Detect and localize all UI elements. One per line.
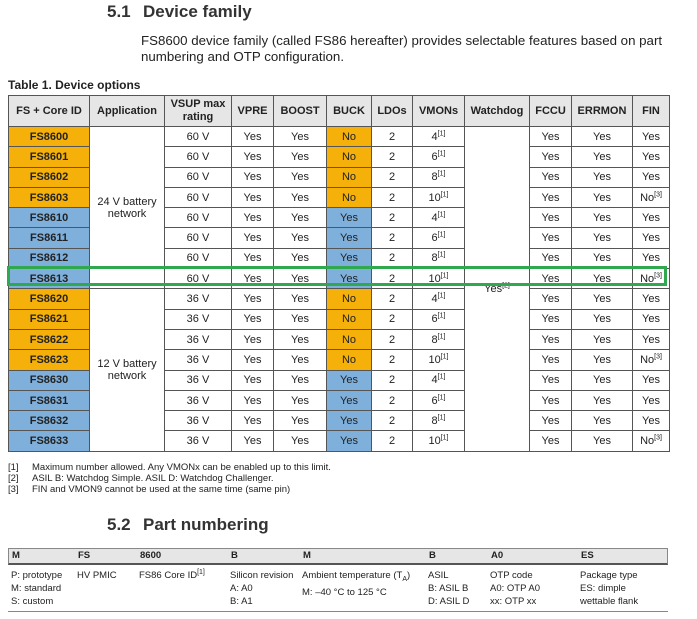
pn-line: S: custom xyxy=(11,596,54,607)
pn-header: M xyxy=(303,550,311,561)
pn-line: Package type xyxy=(580,570,638,581)
vmons-cell xyxy=(413,350,465,370)
fccu-cell: Yes xyxy=(530,309,572,329)
pn-header: B xyxy=(429,550,436,561)
vmons-value: 8 xyxy=(431,333,438,346)
pn-col xyxy=(230,569,302,608)
pn-line: D: ASIL D xyxy=(428,596,470,607)
pn-header: A0 xyxy=(491,550,504,561)
pn-line: A0: OTP A0 xyxy=(490,583,540,594)
vmons-cell xyxy=(413,431,465,451)
vmons-cell xyxy=(413,370,465,390)
buck-cell: Yes xyxy=(327,269,372,289)
fccu-cell: Yes xyxy=(530,390,572,410)
watchdog-cell xyxy=(465,127,530,452)
note-mark: [1] xyxy=(8,462,19,473)
core-id-cell: FS8613 xyxy=(9,269,90,289)
vmons-cell xyxy=(413,269,465,289)
vsup-cell: 36 V xyxy=(165,350,232,370)
device-options-table xyxy=(8,95,670,452)
ldos-cell: 2 xyxy=(372,248,413,268)
errmon-cell: Yes xyxy=(572,329,633,349)
vpre-cell: Yes xyxy=(232,390,274,410)
table-notes xyxy=(8,462,331,495)
boost-cell: Yes xyxy=(274,147,327,167)
vmons-value: 8 xyxy=(431,252,438,265)
table-row xyxy=(9,127,670,147)
ldos-cell: 2 xyxy=(372,411,413,431)
boost-cell: Yes xyxy=(274,390,327,410)
fccu-cell: Yes xyxy=(530,411,572,431)
vsup-cell: 36 V xyxy=(165,411,232,431)
errmon-cell: Yes xyxy=(572,431,633,451)
vpre-cell: Yes xyxy=(232,208,274,228)
fin-cell xyxy=(633,208,670,228)
fccu-cell: Yes xyxy=(530,289,572,309)
footnote-ref: [1] xyxy=(437,251,446,259)
footnote-ref: [1] xyxy=(440,434,449,442)
buck-cell: No xyxy=(327,187,372,207)
pn-line: OTP code xyxy=(490,570,533,581)
core-id-cell: FS8630 xyxy=(9,370,90,390)
fin-value: Yes xyxy=(642,394,660,407)
pn-line xyxy=(302,569,428,586)
pn-line: xx: OTP xx xyxy=(490,596,537,607)
vpre-cell: Yes xyxy=(232,269,274,289)
ldos-cell: 2 xyxy=(372,228,413,248)
vmons-value: 8 xyxy=(431,171,438,184)
boost-cell: Yes xyxy=(274,329,327,349)
errmon-cell: Yes xyxy=(572,289,633,309)
buck-cell: Yes xyxy=(327,370,372,390)
fin-value: Yes xyxy=(642,171,660,184)
pn-col xyxy=(490,569,580,608)
vpre-cell: Yes xyxy=(232,411,274,431)
fin-cell xyxy=(633,370,670,390)
fin-cell xyxy=(633,431,670,451)
fin-cell xyxy=(633,187,670,207)
pn-line: B: ASIL B xyxy=(428,583,469,594)
pn-line: ASIL xyxy=(428,570,449,581)
boost-cell: Yes xyxy=(274,370,327,390)
ldos-cell: 2 xyxy=(372,147,413,167)
fin-value: No xyxy=(640,272,655,285)
core-id-cell: FS8603 xyxy=(9,187,90,207)
footnote-ref: [1] xyxy=(437,312,446,320)
errmon-cell: Yes xyxy=(572,147,633,167)
vmons-cell xyxy=(413,309,465,329)
section-number: 5.1 xyxy=(107,2,131,21)
footnote-ref: [1] xyxy=(437,393,446,401)
vsup-cell: 36 V xyxy=(165,289,232,309)
errmon-cell: Yes xyxy=(572,228,633,248)
watchdog-value: Yes xyxy=(484,282,503,295)
fin-value: Yes xyxy=(642,333,660,346)
buck-cell: Yes xyxy=(327,228,372,248)
core-id-cell: FS8620 xyxy=(9,289,90,309)
vsup-cell: 36 V xyxy=(165,431,232,451)
fin-value: Yes xyxy=(642,232,660,245)
fin-value: Yes xyxy=(642,293,660,306)
boost-cell: Yes xyxy=(274,269,327,289)
vpre-cell: Yes xyxy=(232,127,274,147)
footnote-ref: [1] xyxy=(440,272,449,280)
note-mark: [2] xyxy=(8,473,19,484)
vsup-cell: 60 V xyxy=(165,127,232,147)
boost-cell: Yes xyxy=(274,309,327,329)
table-caption: Table 1. Device options xyxy=(8,78,141,92)
footnote-ref: [1] xyxy=(437,292,446,300)
fin-cell xyxy=(633,127,670,147)
fccu-cell: Yes xyxy=(530,127,572,147)
vmons-cell xyxy=(413,187,465,207)
footnote-ref: [3] xyxy=(654,434,662,442)
boost-cell: Yes xyxy=(274,431,327,451)
vmons-value: 4 xyxy=(431,293,438,306)
footnote-ref: [1] xyxy=(437,373,446,381)
pn-header: 8600 xyxy=(140,550,162,561)
core-id-cell: FS8610 xyxy=(9,208,90,228)
ldos-cell: 2 xyxy=(372,187,413,207)
boost-cell: Yes xyxy=(274,228,327,248)
col-header: BOOST xyxy=(274,96,327,127)
fin-cell xyxy=(633,289,670,309)
vpre-cell: Yes xyxy=(232,370,274,390)
core-id-cell: FS8623 xyxy=(9,350,90,370)
pn-line: B: A1 xyxy=(230,596,253,607)
fin-value: Yes xyxy=(642,150,660,163)
fccu-cell: Yes xyxy=(530,187,572,207)
vmons-value: 4 xyxy=(431,211,438,224)
pn-line: wettable flank xyxy=(580,596,639,607)
part-numbering-table xyxy=(8,548,668,612)
errmon-cell: Yes xyxy=(572,390,633,410)
boost-cell: Yes xyxy=(274,350,327,370)
col-header: ERRMON xyxy=(572,96,633,127)
fin-cell xyxy=(633,390,670,410)
subscript: A xyxy=(402,575,407,583)
footnote-ref: [1] xyxy=(437,231,446,239)
vmons-cell xyxy=(413,147,465,167)
vsup-cell: 36 V xyxy=(165,390,232,410)
pn-col xyxy=(77,569,139,608)
ldos-cell: 2 xyxy=(372,431,413,451)
section-title: Part numbering xyxy=(143,515,269,534)
errmon-cell: Yes xyxy=(572,370,633,390)
fin-cell xyxy=(633,309,670,329)
vmons-value: 4 xyxy=(431,374,438,387)
core-id-cell: FS8612 xyxy=(9,248,90,268)
pn-col xyxy=(139,569,230,608)
core-id-cell: FS8633 xyxy=(9,431,90,451)
col-header: BUCK xyxy=(327,96,372,127)
vmons-value: 6 xyxy=(431,150,438,163)
footnote-ref: [2] xyxy=(502,282,510,290)
vmons-value: 8 xyxy=(431,414,438,427)
boost-cell: Yes xyxy=(274,411,327,431)
vmons-cell xyxy=(413,228,465,248)
section-number: 5.2 xyxy=(107,515,131,534)
pn-col xyxy=(302,569,428,608)
vpre-cell: Yes xyxy=(232,228,274,248)
fin-value: Yes xyxy=(642,414,660,427)
col-header: VMONs xyxy=(413,96,465,127)
vmons-cell xyxy=(413,289,465,309)
section-heading-part-numbering xyxy=(107,515,269,535)
vpre-cell: Yes xyxy=(232,309,274,329)
section-title: Device family xyxy=(143,2,252,21)
vmons-value: 10 xyxy=(428,272,441,285)
fin-value: Yes xyxy=(642,313,660,326)
note xyxy=(8,484,331,495)
pn-col xyxy=(428,569,490,608)
vpre-cell: Yes xyxy=(232,147,274,167)
vsup-cell: 36 V xyxy=(165,309,232,329)
vsup-cell: 60 V xyxy=(165,269,232,289)
errmon-cell: Yes xyxy=(572,208,633,228)
pn-line: Silicon revision xyxy=(230,570,294,581)
pn-line: ES: dimple xyxy=(580,583,626,594)
vmons-value: 4 xyxy=(431,130,438,143)
pn-text: ) xyxy=(407,570,411,581)
fccu-cell: Yes xyxy=(530,431,572,451)
ldos-cell: 2 xyxy=(372,329,413,349)
buck-cell: No xyxy=(327,329,372,349)
footnote-ref: [1] xyxy=(440,190,449,198)
col-header: Watchdog xyxy=(465,96,530,127)
vpre-cell: Yes xyxy=(232,289,274,309)
pn-line: A: A0 xyxy=(230,583,253,594)
core-id-cell: FS8621 xyxy=(9,309,90,329)
ldos-cell: 2 xyxy=(372,208,413,228)
table-header-row xyxy=(9,96,670,127)
errmon-cell: Yes xyxy=(572,411,633,431)
pn-line: P: prototype xyxy=(11,570,63,581)
col-header: VPRE xyxy=(232,96,274,127)
footnote-ref: [1] xyxy=(437,170,446,178)
fin-value: Yes xyxy=(642,374,660,387)
vmons-cell xyxy=(413,411,465,431)
core-id-cell: FS8622 xyxy=(9,329,90,349)
table-body xyxy=(9,127,670,452)
buck-cell: Yes xyxy=(327,411,372,431)
core-id-cell: FS8602 xyxy=(9,167,90,187)
note-text: Maximum number allowed. Any VMONx can be enabled up to this limit. xyxy=(32,462,331,473)
application-cell: 12 V battery network xyxy=(90,289,165,451)
pn-header: M xyxy=(12,550,20,561)
fin-value: No xyxy=(640,353,655,366)
core-id-cell: FS8601 xyxy=(9,147,90,167)
part-numbering-header xyxy=(8,548,668,565)
fin-cell xyxy=(633,329,670,349)
vsup-cell: 36 V xyxy=(165,329,232,349)
fccu-cell: Yes xyxy=(530,329,572,349)
fccu-cell: Yes xyxy=(530,208,572,228)
footnote-ref: [3] xyxy=(654,272,662,280)
part-numbering-body xyxy=(8,565,668,612)
buck-cell: Yes xyxy=(327,390,372,410)
note-mark: [3] xyxy=(8,484,19,495)
errmon-cell: Yes xyxy=(572,167,633,187)
ldos-cell: 2 xyxy=(372,289,413,309)
vmons-cell xyxy=(413,248,465,268)
buck-cell: No xyxy=(327,350,372,370)
buck-cell: Yes xyxy=(327,431,372,451)
ldos-cell: 2 xyxy=(372,167,413,187)
section-heading-device-family xyxy=(107,2,252,22)
ldos-cell: 2 xyxy=(372,350,413,370)
vsup-cell: 60 V xyxy=(165,167,232,187)
buck-cell: Yes xyxy=(327,248,372,268)
fin-cell xyxy=(633,147,670,167)
fin-value: Yes xyxy=(642,130,660,143)
note xyxy=(8,462,331,473)
pn-col xyxy=(580,569,666,608)
vmons-value: 10 xyxy=(428,191,441,204)
pn-col xyxy=(8,569,77,608)
fin-value: Yes xyxy=(642,211,660,224)
errmon-cell: Yes xyxy=(572,350,633,370)
col-header: FIN xyxy=(633,96,670,127)
core-id-cell: FS8600 xyxy=(9,127,90,147)
fin-cell xyxy=(633,411,670,431)
vmons-cell xyxy=(413,329,465,349)
errmon-cell: Yes xyxy=(572,187,633,207)
boost-cell: Yes xyxy=(274,248,327,268)
vsup-cell: 60 V xyxy=(165,187,232,207)
buck-cell: No xyxy=(327,127,372,147)
vsup-cell: 60 V xyxy=(165,147,232,167)
boost-cell: Yes xyxy=(274,167,327,187)
core-id-cell: FS8611 xyxy=(9,228,90,248)
fin-value: Yes xyxy=(642,252,660,265)
pn-header: FS xyxy=(78,550,91,561)
footnote-ref: [1] xyxy=(437,129,446,137)
col-header: FCCU xyxy=(530,96,572,127)
fin-cell xyxy=(633,350,670,370)
vmons-value: 6 xyxy=(431,313,438,326)
note-text: FIN and VMON9 cannot be used at the same time (same pin) xyxy=(32,484,291,495)
vpre-cell: Yes xyxy=(232,187,274,207)
fccu-cell: Yes xyxy=(530,228,572,248)
ldos-cell: 2 xyxy=(372,390,413,410)
pn-line: M: standard xyxy=(11,583,62,594)
buck-cell: No xyxy=(327,167,372,187)
application-cell: 24 V battery network xyxy=(90,127,165,289)
boost-cell: Yes xyxy=(274,208,327,228)
col-header: FS + Core ID xyxy=(9,96,90,127)
table-row xyxy=(9,289,670,309)
errmon-cell: Yes xyxy=(572,309,633,329)
boost-cell: Yes xyxy=(274,187,327,207)
errmon-cell: Yes xyxy=(572,269,633,289)
footnote-ref: [1] xyxy=(197,568,205,576)
fccu-cell: Yes xyxy=(530,370,572,390)
footnote-ref: [1] xyxy=(437,332,446,340)
vsup-cell: 60 V xyxy=(165,208,232,228)
fin-value: No xyxy=(640,435,655,448)
ldos-cell: 2 xyxy=(372,127,413,147)
buck-cell: No xyxy=(327,309,372,329)
pn-line: M: –40 °C to 125 °C xyxy=(302,586,387,598)
fin-value: No xyxy=(640,191,655,204)
footnote-ref: [1] xyxy=(440,353,449,361)
ldos-cell: 2 xyxy=(372,309,413,329)
boost-cell: Yes xyxy=(274,289,327,309)
pn-header: ES xyxy=(581,550,594,561)
note-text: ASIL B: Watchdog Simple. ASIL D: Watchdog Challenger. xyxy=(32,473,274,484)
vsup-cell: 60 V xyxy=(165,228,232,248)
fccu-cell: Yes xyxy=(530,269,572,289)
footnote-ref: [3] xyxy=(654,353,662,361)
fccu-cell: Yes xyxy=(530,350,572,370)
vpre-cell: Yes xyxy=(232,248,274,268)
vmons-cell xyxy=(413,208,465,228)
intro-paragraph: FS8600 device family (called FS86 hereafter) provides selectable features based on part numbering and OTP configuration. xyxy=(141,33,663,64)
vmons-cell xyxy=(413,390,465,410)
vmons-value: 6 xyxy=(431,232,438,245)
note xyxy=(8,473,331,484)
ldos-cell: 2 xyxy=(372,370,413,390)
fccu-cell: Yes xyxy=(530,147,572,167)
fin-cell xyxy=(633,269,670,289)
ldos-cell: 2 xyxy=(372,269,413,289)
vsup-cell: 60 V xyxy=(165,248,232,268)
pn-line: HV PMIC xyxy=(77,570,117,581)
fin-cell xyxy=(633,167,670,187)
vsup-cell: 36 V xyxy=(165,370,232,390)
vmons-cell xyxy=(413,127,465,147)
col-header: Application xyxy=(90,96,165,127)
footnote-ref: [3] xyxy=(654,190,662,198)
col-header: VSUP max rating xyxy=(165,96,232,127)
footnote-ref: [1] xyxy=(437,414,446,422)
fin-cell xyxy=(633,248,670,268)
fccu-cell: Yes xyxy=(530,248,572,268)
footnote-ref: [1] xyxy=(437,150,446,158)
core-id-cell: FS8631 xyxy=(9,390,90,410)
vmons-value: 10 xyxy=(428,353,441,366)
vmons-value: 10 xyxy=(428,435,441,448)
buck-cell: No xyxy=(327,147,372,167)
pn-text: Ambient temperature (T xyxy=(302,570,403,581)
col-header: LDOs xyxy=(372,96,413,127)
vmons-cell xyxy=(413,167,465,187)
footnote-ref: [1] xyxy=(437,211,446,219)
core-id-cell: FS8632 xyxy=(9,411,90,431)
buck-cell: No xyxy=(327,289,372,309)
errmon-cell: Yes xyxy=(572,248,633,268)
vpre-cell: Yes xyxy=(232,329,274,349)
vpre-cell: Yes xyxy=(232,167,274,187)
pn-header: B xyxy=(231,550,238,561)
pn-text: FS86 Core ID xyxy=(139,570,198,581)
vmons-value: 6 xyxy=(431,394,438,407)
boost-cell: Yes xyxy=(274,127,327,147)
fccu-cell: Yes xyxy=(530,167,572,187)
errmon-cell: Yes xyxy=(572,127,633,147)
vpre-cell: Yes xyxy=(232,350,274,370)
fin-cell xyxy=(633,228,670,248)
pn-line xyxy=(139,569,230,582)
buck-cell: Yes xyxy=(327,208,372,228)
vpre-cell: Yes xyxy=(232,431,274,451)
